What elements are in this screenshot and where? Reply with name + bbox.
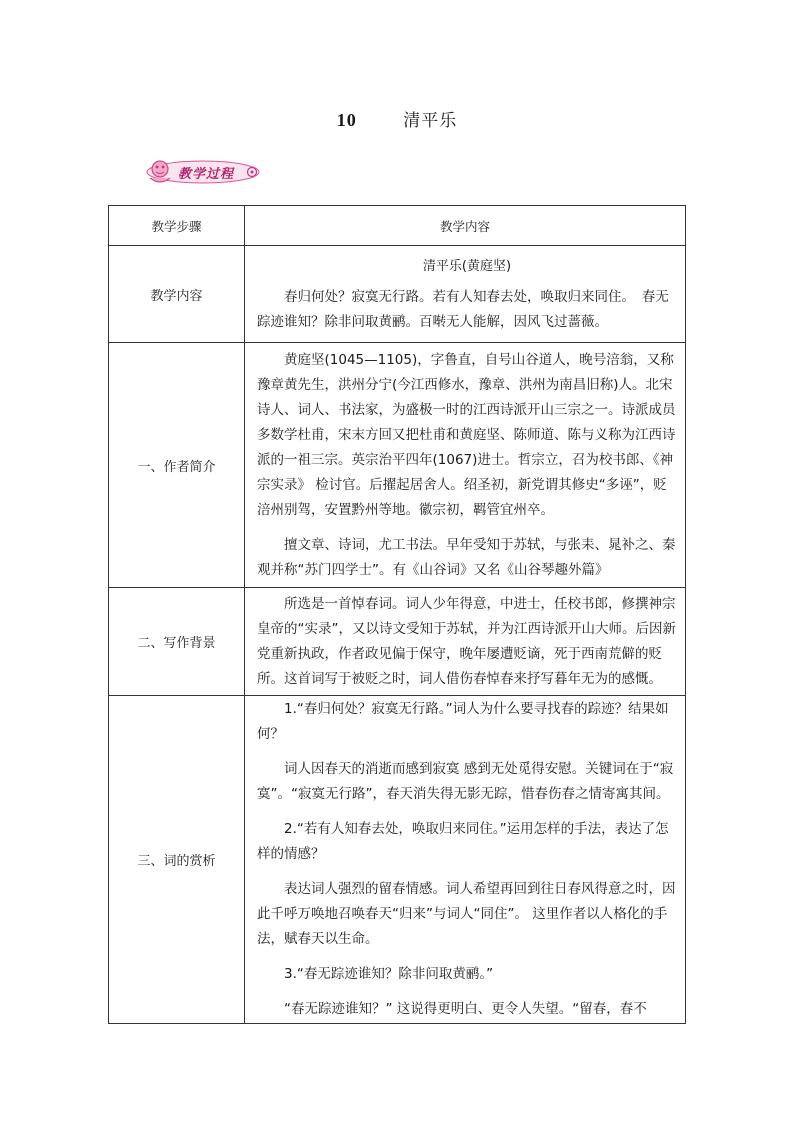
answer: 表达词人强烈的留春情感。词人希望再回到往日春风得意之时，因此千呼万唤地召唤春天“归来”与词人“同住”。 这里作者以人格化的手法，赋春天以生命。 xyxy=(257,881,676,947)
paragraph: 所选是一首悼春词。词人少年得意，中进士，任校书郎，修撰神宗皇帝的“实录”，又以诗文受知于苏轼，并为江西诗派开山大师。后因新党重新执政，作者政见偏于保守，晚年屡遭贬谪，死于西南荒僻的贬所。这首词写于被贬之时，词人借伤春悼春来抒写暮年无为的感慨。 xyxy=(257,595,676,687)
row-content xyxy=(245,588,686,696)
answer: “春无踪迹谁知？” 这说得更明白、更令人失望。“留春，春不 xyxy=(284,1001,647,1017)
paragraph: 黄庭坚(1045—1105)，字鲁直，自号山谷道人，晚号涪翁，又称豫章黄先生，洪州分宁(今江西修水，豫章、洪州为南昌旧称)人。北宋诗人、词人、书法家，为盛极一时的江西诗派开山三宗之一。诗派成员多数学杜甫，宋末方回又把杜甫和黄庭坚、陈师道、陈与义称为江西诗派的一祖三宗。英宗治平四年(1067)进士。哲宗立，召为校书郎、《神宗实录》 检讨官。后擢起居舍人。绍圣初，新党谓其修史“多诬”，贬涪州别驾，安置黔州等地。徽宗初，羁管宜州卒。 xyxy=(257,351,676,518)
page-title xyxy=(0,106,794,131)
header-step: 教学步骤 xyxy=(109,206,245,246)
table-row xyxy=(109,343,686,588)
question: 2.“若有人知春去处，唤取归来同住。”运用怎样的手法，表达了怎样的情感？ xyxy=(257,821,669,862)
lesson-title: 清平乐 xyxy=(403,111,458,131)
question: 1.“春归何处？寂寞无行路。”词人为什么要寻找春的踪迹？结果如何？ xyxy=(257,701,669,742)
question: 3.“春无踪迹谁知？除非问取黄鹂。” xyxy=(284,966,494,982)
row-step: 三、词的赏析 xyxy=(109,696,245,1024)
header-content: 教学内容 xyxy=(245,206,686,246)
table-row xyxy=(109,246,686,343)
row-step: 一、作者简介 xyxy=(109,343,245,588)
answer: 词人因春天的消逝而感到寂寞 感到无处觅得安慰。关键词在于“寂寞”。“寂寞无行路”，春天消失得无影无踪，惜春伤春之情寄寓其间。 xyxy=(257,761,674,802)
table-row xyxy=(109,588,686,696)
table-row xyxy=(109,696,686,1024)
poem-text: 春归何处？寂寞无行路。若有人知春去处，唤取归来同住。 春无踪迹谁知？除非问取黄鹂。百啭无人能解，因风飞过蔷薇。 xyxy=(257,288,669,330)
lesson-number: 10 xyxy=(336,110,357,130)
badge-label: 教学过程 xyxy=(178,167,235,182)
poem-heading: 清平乐(黄庭坚) xyxy=(422,258,512,274)
row-step: 教学内容 xyxy=(109,246,245,343)
lesson-table xyxy=(108,205,686,1024)
row-content xyxy=(245,696,686,1024)
paragraph: 擅文章、诗词，尤工书法。早年受知于苏轼，与张耒、晁补之、秦观并称“苏门四学士”。有《山谷词》又名《山谷琴趣外篇》 xyxy=(257,536,676,578)
table-header-row xyxy=(109,206,686,246)
teaching-process-badge xyxy=(144,158,262,186)
row-content xyxy=(245,246,686,343)
row-content xyxy=(245,343,686,588)
row-step: 二、写作背景 xyxy=(109,588,245,696)
